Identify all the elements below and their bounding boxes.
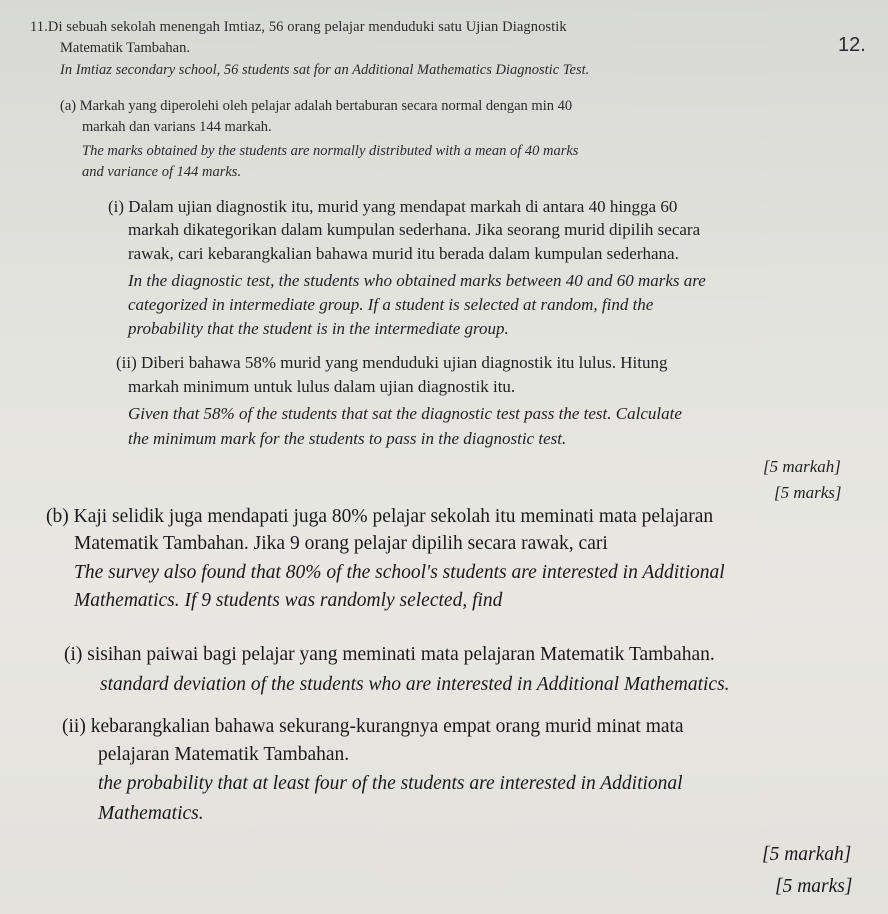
part-a-ii-malay-line-1: (ii) Diberi bahawa 58% murid yang menduduki ujian diagnostik itu lulus. Hitung: [116, 353, 668, 372]
part-a-malay-line-2: markah dan varians 144 markah.: [82, 119, 272, 135]
part-a-i-malay-line-2: markah dikategorikan dalam kumpulan sederhana. Jika seorang murid dipilih secara: [128, 220, 701, 239]
part-a-i-malay-line-3: rawak, cari kebarangkalian bahawa murid itu berada dalam kumpulan sederhana.: [128, 244, 679, 263]
question-intro-malay-line-1: 11.Di sebuah sekolah menengah Imtiaz, 56 orang pelajar menduduki satu Ujian Diagnostik: [30, 19, 567, 35]
question-number: 12.: [838, 34, 866, 56]
part-a-i-english-line-1: In the diagnostic test, the students who obtained marks between 40 and 60 marks are: [128, 271, 706, 290]
question-intro-malay-line-2: Matematik Tambahan.: [60, 40, 190, 56]
part-a-marks-malay: [5 markah]: [763, 457, 841, 476]
part-b-ii-english-line-2: Mathematics.: [98, 803, 204, 824]
part-b-ii-malay-line-1: (ii) kebarangkalian bahawa sekurang-kurangnya empat orang murid minat mata: [62, 716, 684, 737]
part-b-ii-malay-line-2: pelajaran Matematik Tambahan.: [98, 744, 350, 765]
part-a-ii-english-line-2: the minimum mark for the students to pass in the diagnostic test.: [128, 429, 567, 448]
part-b-malay-line-2: Matematik Tambahan. Jika 9 orang pelajar dipilih secara rawak, cari: [74, 533, 608, 554]
part-a-marks-english: [5 marks]: [774, 483, 842, 502]
part-a-ii-malay-line-2: markah minimum untuk lulus dalam ujian diagnostik itu.: [128, 377, 516, 396]
part-b-marks-english: [5 marks]: [775, 876, 853, 897]
part-a-i-english-line-2: categorized in intermediate group. If a student is selected at random, find the: [128, 295, 654, 314]
part-b-marks-malay: [5 markah]: [762, 844, 852, 865]
part-b-i-malay: (i) sisihan paiwai bagi pelajar yang meminati mata pelajaran Matematik Tambahan.: [64, 644, 715, 665]
part-a-malay-line-1: (a) Markah yang diperolehi oleh pelajar adalah bertaburan secara normal dengan min 40: [60, 98, 573, 114]
part-b-ii-english-line-1: the probability that at least four of the students are interested in Additional: [98, 773, 683, 794]
part-a-ii-english-line-1: Given that 58% of the students that sat the diagnostic test pass the test. Calculate: [128, 404, 682, 423]
question-intro-english: In Imtiaz secondary school, 56 students sat for an Additional Mathematics Diagnostic Test.: [60, 62, 590, 78]
part-a-english-line-1: The marks obtained by the students are normally distributed with a mean of 40 marks: [82, 143, 579, 159]
part-b-malay-line-1: (b) Kaji selidik juga mendapati juga 80% pelajar sekolah itu meminati mata pelajaran: [46, 506, 714, 527]
part-a-english-line-2: and variance of 144 marks.: [82, 164, 242, 180]
part-b-english-line-1: The survey also found that 80% of the school's students are interested in Additional: [74, 562, 725, 583]
part-b-english-line-2: Mathematics. If 9 students was randomly selected, find: [74, 590, 503, 611]
part-b-i-english: standard deviation of the students who are interested in Additional Mathematics.: [100, 674, 730, 695]
part-a-i-english-line-3: probability that the student is in the intermediate group.: [128, 319, 509, 338]
part-a-i-malay-line-1: (i) Dalam ujian diagnostik itu, murid yang mendapat markah di antara 40 hingga 60: [108, 197, 678, 216]
